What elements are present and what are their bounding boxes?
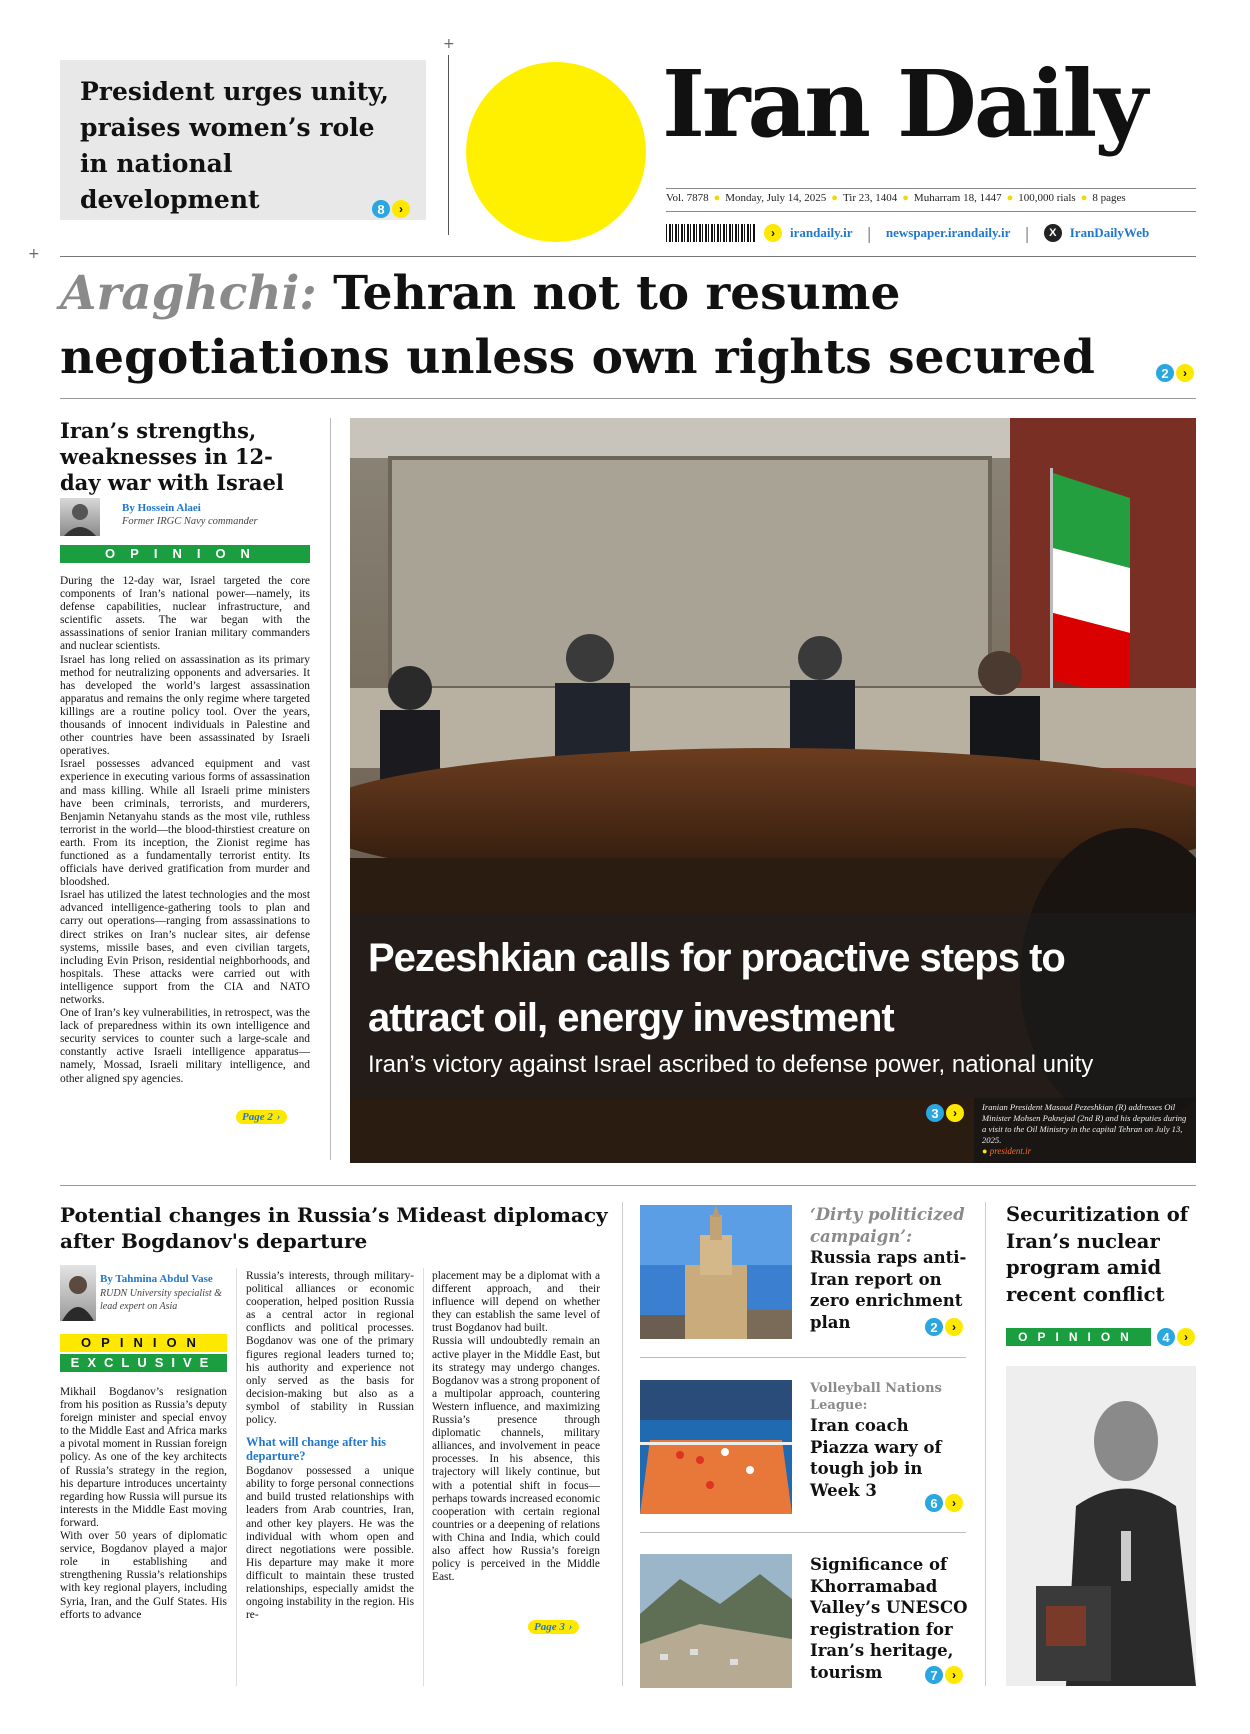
- teaser-box[interactable]: [60, 60, 426, 220]
- lead-kicker: Araghchi:: [60, 266, 317, 321]
- arrow-icon: ›: [568, 1621, 573, 1633]
- epaper-link[interactable]: newspaper.irandaily.ir: [885, 225, 1011, 240]
- page-count: 8 pages: [1092, 192, 1126, 204]
- author-name: By Tahmina Abdul Vase: [100, 1273, 213, 1285]
- author-photo: [60, 1265, 96, 1321]
- link-separator: |: [866, 223, 872, 243]
- lead-headline-block[interactable]: [60, 262, 1196, 390]
- masthead-dateline: [666, 192, 1126, 204]
- dot-icon: ●: [713, 192, 721, 204]
- brief-rule: [640, 1532, 966, 1533]
- page-number: 6: [925, 1494, 943, 1512]
- persian-date: Tir 23, 1404: [842, 192, 898, 204]
- photo-credit: president.ir: [989, 1146, 1032, 1156]
- volleyball-photo: [640, 1380, 792, 1514]
- column-divider: [236, 1268, 237, 1686]
- page-number: 2: [925, 1318, 943, 1336]
- masthead-title: Iran Daily: [662, 50, 1145, 158]
- page-number: 4: [1157, 1328, 1175, 1346]
- arrow-icon: ›: [1177, 1328, 1195, 1346]
- arrow-icon: ›: [945, 1666, 963, 1684]
- feature-subhead: Iran’s victory against Israel ascribed to defense power, national unity: [368, 1051, 1094, 1078]
- column-divider: [985, 1202, 986, 1686]
- russia-col2: [246, 1270, 414, 1686]
- masthead-rule: [666, 211, 1196, 212]
- opinion-title[interactable]: Iran’s strengths, weaknesses in 12-day war with Israel: [60, 418, 284, 495]
- feature-photo[interactable]: [350, 418, 1196, 1163]
- site-link[interactable]: irandaily.ir: [790, 225, 853, 240]
- opinion-body: [60, 575, 310, 1160]
- arrow-icon: ›: [946, 1104, 964, 1122]
- page-tag-label: Page 3: [534, 1621, 565, 1633]
- lead-headline: Tehran not to resume negotiations unless own rights secured: [60, 266, 1095, 385]
- brief-photo-valley[interactable]: [640, 1554, 792, 1688]
- paragraph: placement may be a diplomat with a different approach, and their influence will depend on whether they can establish the same level of trust Bogdanov had built.: [432, 1270, 600, 1335]
- brief-page-ref[interactable]: [925, 1494, 963, 1512]
- russia-subhead: What will change after his departure?: [246, 1435, 387, 1464]
- arrow-icon: ›: [945, 1494, 963, 1512]
- teaser-page-ref[interactable]: [372, 200, 410, 218]
- top-rule: [60, 256, 1196, 257]
- dot-icon: ●: [902, 192, 909, 204]
- link-separator: |: [1024, 223, 1030, 243]
- masthead-links: [666, 222, 1196, 244]
- feature-headline: Pezeshkian calls for proactive steps to attract oil, energy investment: [368, 936, 1065, 1040]
- brief-photo-ministry[interactable]: [640, 1205, 792, 1339]
- building-photo: [640, 1205, 792, 1339]
- brief-title[interactable]: Significance of Khorramabad Valley’s UNESCO registration for Iran’s heritage, tourism: [810, 1555, 968, 1682]
- crop-mark: +: [443, 36, 455, 52]
- author-role: Former IRGC Navy commander: [122, 516, 258, 527]
- securitization-photo[interactable]: [1006, 1366, 1196, 1686]
- volume: Vol. 7878: [666, 192, 709, 204]
- page-number: 7: [925, 1666, 943, 1684]
- hijri-date: Muharram 18, 1447: [913, 192, 1002, 204]
- paragraph: Russia will undoubtedly remain an active player in the Middle East, but its strategy may undergo changes. Bogdanov was a strong proponent of a multipolar approach, countering Western influence, and maximizing Russia’s presence through diplomatic channels, military alliances, and involvement in peace processes. In his absence, this trajectory will likely continue, but with a potential shift in focus—perhaps towards increased economic cooperation with certain regional countries or a deepening of relations with China and India, which could also affect how Russia’s foreign policy is perceived in the Middle East.: [432, 1335, 600, 1584]
- paragraph: Israel possesses advanced equipment and vast experience in executing various forms of assassination and mass killing. While all Israeli prime ministers have been criminals, terrorists, and murderers, Benjamin Netanyahu stands as the most vile, ruthless terrorist in the world—the blood-thirstiest creature on earth. From its inception, the Zionist regime has functioned as a fundamentally terrorist entity. Its officials have derived gratification from murder and bloodshed.: [60, 758, 310, 889]
- opinion-label: OPINION: [60, 1334, 227, 1352]
- masthead-divider: [448, 55, 449, 235]
- paragraph: Russia’s interests, through military-political alliances or economic cooperation, helped position Russia as a central actor in regional conflicts and political processes. Bogdanov was one of the primary figures regional leaders turned to; his authority and experience not only served as the basis for decision-making but also as a symbol of stability in Russian policy.: [246, 1270, 414, 1427]
- russia-col1: [60, 1386, 227, 1686]
- masthead-rule: [666, 188, 1196, 189]
- exclusive-label: EXCLUSIVE: [60, 1354, 227, 1372]
- dot-icon: ●: [831, 192, 838, 204]
- brief-rule: [640, 1357, 966, 1358]
- dot-icon: ●: [1080, 192, 1088, 204]
- paragraph: With over 50 years of diplomatic service, Bogdanov played a major role in establishing and strengthening Russia’s relationships with key regional players, including Syria, Iran, and the Gulf States. His efforts to advance: [60, 1530, 227, 1621]
- barcode-icon: [666, 224, 756, 242]
- author-role: RUDN University specialist & lead expert on Asia: [100, 1288, 222, 1312]
- dot-icon: ●: [982, 1146, 990, 1156]
- brief-photo-volleyball[interactable]: [640, 1380, 792, 1514]
- securitization-title[interactable]: Securitization of Iran’s nuclear program amid recent conflict: [1006, 1203, 1189, 1307]
- brief-kicker: ‘Dirty politicized campaign’:: [810, 1205, 965, 1246]
- arrow-icon: ›: [945, 1318, 963, 1336]
- arrow-icon: ›: [1176, 364, 1194, 382]
- arrow-icon: ›: [276, 1111, 281, 1123]
- opinion-label: OPINION: [60, 545, 310, 563]
- brief-page-ref[interactable]: [925, 1666, 963, 1684]
- brief-title[interactable]: Iran coach Piazza wary of tough job in Week 3: [810, 1416, 942, 1500]
- author-name: By Hossein Alaei: [122, 502, 201, 514]
- date: Monday, July 14, 2025: [725, 192, 827, 204]
- photo-caption: Iranian President Masoud Pezeshkian (R) addresses Oil Minister Mohsen Paknejad (2nd R) and his deputies during a visit to the Oil Ministry in the capital Tehran on July 13, 2025.: [982, 1102, 1187, 1145]
- continue-page-tag[interactable]: [528, 1620, 579, 1634]
- brief-page-ref[interactable]: [925, 1318, 963, 1336]
- paragraph: During the 12-day war, Israel targeted the core components of Iran’s national power—namely, its defense capabilities, nuclear infrastructure, and scientific assets. The war began with the assassinations of senior Iranian military commanders and nuclear scientists.: [60, 575, 310, 653]
- valley-photo: [640, 1554, 792, 1688]
- x-logo-icon: X: [1044, 224, 1062, 242]
- paragraph: Mikhail Bogdanov’s resignation from his position as Russia’s deputy foreign minister and special envoy to the Middle East and Africa marks a pivotal moment in Russian foreign policy. As one of the key architects of Russia’s strategy in the region, his departure introduces uncertainty regarding how Russia will pursue its interests in the Middle East moving forward.: [60, 1386, 227, 1529]
- crop-mark: +: [28, 246, 40, 262]
- continue-page-tag[interactable]: [236, 1110, 287, 1124]
- brief-headline[interactable]: [810, 1204, 970, 1334]
- portrait-photo: [1006, 1366, 1196, 1686]
- page-tag-label: Page 2: [242, 1111, 273, 1123]
- opinion-label: OPINION: [1006, 1328, 1151, 1346]
- section-rule: [60, 1185, 1196, 1186]
- section-rule: [60, 398, 1196, 399]
- dot-icon: ●: [1006, 192, 1014, 204]
- price: 100,000 rials: [1018, 192, 1076, 204]
- social-handle[interactable]: IranDailyWeb: [1069, 225, 1150, 240]
- feature-page-ref[interactable]: [926, 1104, 964, 1122]
- brief-title: Russia raps anti-Iran report on zero enrichment plan: [810, 1248, 967, 1332]
- securitization-page-ref[interactable]: [1157, 1328, 1195, 1346]
- column-divider: [622, 1202, 623, 1686]
- arrow-icon: ›: [392, 200, 410, 218]
- page-number: 8: [372, 200, 390, 218]
- teaser-headline: President urges unity, praises women’s role in national development: [80, 77, 390, 214]
- page-number: 3: [926, 1104, 944, 1122]
- yellow-sun-logo: [466, 62, 646, 242]
- russia-title[interactable]: Potential changes in Russia’s Mideast diplomacy after Bogdanov's departure: [60, 1203, 608, 1253]
- paragraph: Bogdanov possessed a unique ability to forge personal connections and build trusted relationships with leaders from Arab countries, Iran, and other key players. He was the individual with whom open and direct negotiations were possible. His departure may make it more difficult to maintain these trusted relationships, especially amidst the ongoing instability in the region. His re-: [246, 1465, 414, 1622]
- author-photo: [60, 498, 100, 536]
- paragraph: Israel has long relied on assassination as its primary method for neutralizing opponents and adversaries. It has developed the world’s largest assassination apparatus and remains the only regime where targeted killings are a routine policy tool. Over the years, thousands of innocent individuals in Palestine and other countries have been assassinated by Israeli operatives.: [60, 653, 310, 758]
- paragraph: One of Iran’s key vulnerabilities, in retrospect, was the lack of preparedness within its own intelligence and security services to counter such a large-scale and constantly active Israeli intelligence apparatus—namely, Mossad, Israeli military intelligence, and other aligned spy agencies.: [60, 1007, 310, 1085]
- link-arrow-icon: ›: [764, 224, 782, 242]
- caption-box: [974, 1098, 1196, 1163]
- page-number: 2: [1156, 364, 1174, 382]
- column-divider: [330, 418, 331, 1160]
- opinion-row: [1006, 1328, 1195, 1346]
- brief-kicker: Volleyball Nations League:: [810, 1381, 942, 1413]
- lead-page-ref[interactable]: [1156, 364, 1194, 382]
- column-divider: [423, 1268, 424, 1686]
- paragraph: Israel has utilized the latest technologies and the most advanced intelligence-gathering tools to plan and carry out operations—ranging from assassinations to direct strikes on Iran’s nuclear sites, air defense systems, missile bases, and even civilian targets, including Evin Prison, residential neighborhoods, and hospitals. These attacks were carried out with intelligence support from the CIA and NATO networks.: [60, 889, 310, 1006]
